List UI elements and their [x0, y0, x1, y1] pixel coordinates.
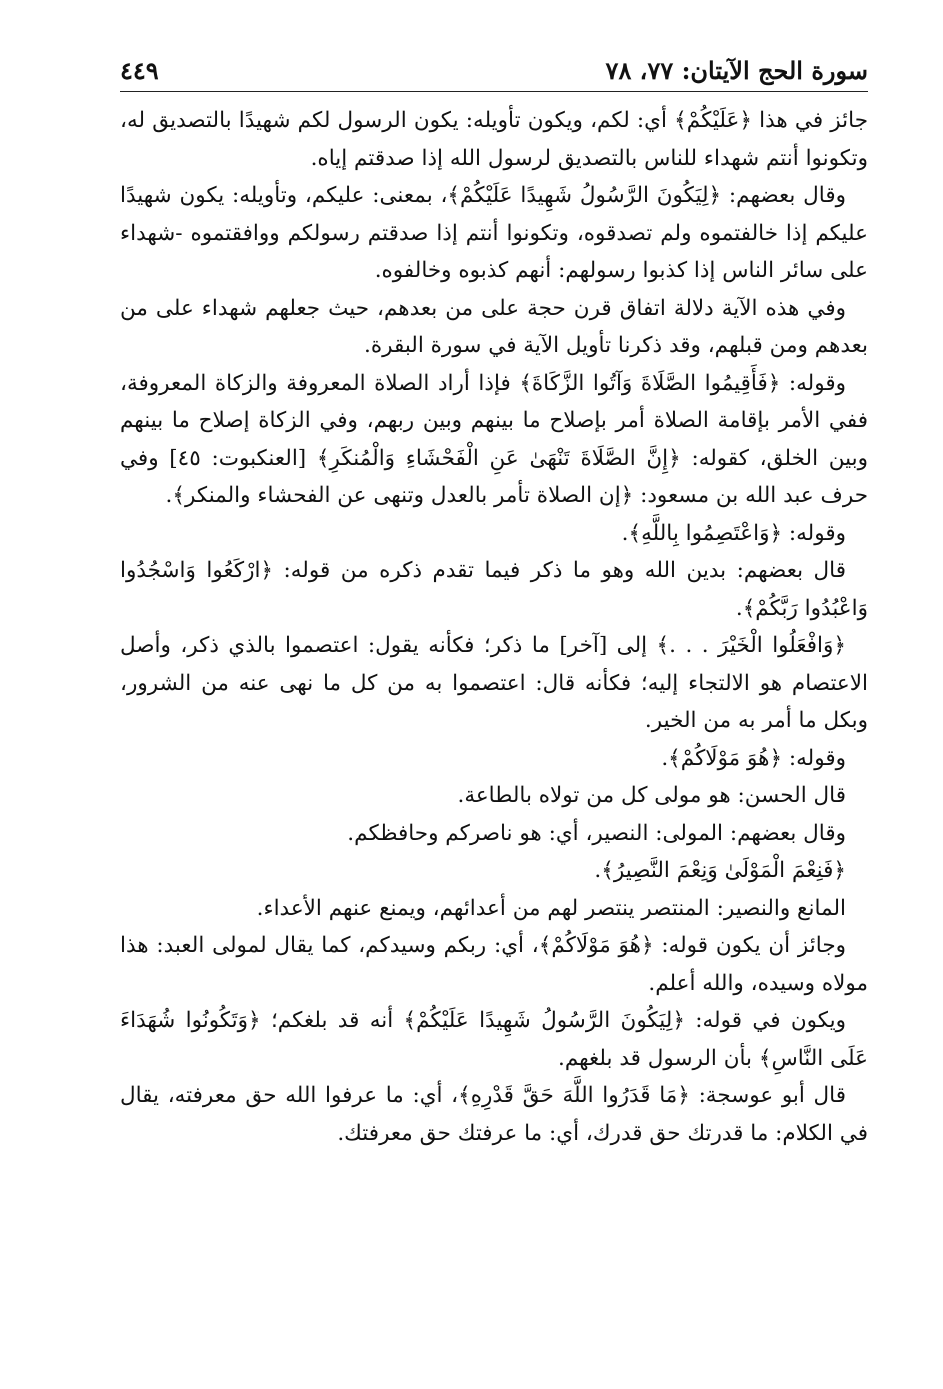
- paragraph: قال الحسن: هو مولى كل من تولاه بالطاعة.: [457, 783, 846, 808]
- page-number: ٤٤٩: [120, 56, 159, 85]
- paragraph: وقال بعضهم: المولى: النصير، أي: هو ناصركم وحافظكم.: [347, 820, 846, 846]
- paragraph: قال أبو عوسجة: ﴿مَا قَدَرُوا اللَّهَ حَقَّ قَدْرِهِ﴾، أي: ما عرفوا الله حق معرفته، يقال في الكلام: ما قدرتك حق قدرك، أي: ما عرفتك حق معرفتك.: [120, 1083, 868, 1146]
- body-text: [120, 102, 868, 1152]
- paragraph: ﴿فَنِعْمَ الْمَوْلَىٰ وَنِعْمَ النَّصِيرُ﴾.: [594, 858, 846, 883]
- book-page: [120, 40, 868, 1360]
- paragraph: وفي هذه الآية دلالة اتفاق قرن حجة على من بعدهم، حيث جعلهم شهداء على من بعدهم ومن قبلهم، وقد ذكرنا تأويل الآية في سورة البقرة.: [120, 295, 868, 358]
- paragraph: وقال بعضهم: ﴿لِيَكُونَ الرَّسُولُ شَهِيدًا عَلَيْكُمْ﴾، بمعنى: عليكم، وتأويله: يكون شهيدًا عليكم إذا خالفتموه ولم تصدقوه، وتكونوا أنتم إذا صدقتم رسولكم ووافقتموه -شهداء على سائر الناس إذا كذبوا رسولهم: أنهم كذبوه وخالفوه.: [120, 183, 868, 283]
- running-title: سورة الحج الآيتان: ٧٧، ٧٨: [605, 56, 868, 85]
- paragraph: ﴿وَافْعَلُوا الْخَيْرَ . . .﴾ إلى [آخر] ما ذكر؛ فكأنه يقول: اعتصموا بالذي ذكر، وأصل الاعتصام هو الالتجاء إليه؛ فكأنه قال: اعتصموا به من كل ما نهى عنه من الشرور، وبكل ما أمر به من الخير.: [120, 633, 868, 733]
- page-header: [120, 40, 868, 92]
- paragraph: المانع والنصير: المنتصر ينتصر لهم من أعدائهم، ويمنع عنهم الأعداء.: [256, 895, 846, 921]
- paragraph: قال بعضهم: بدين الله وهو ما ذكر فيما تقدم ذكره من قوله: ﴿ارْكَعُوا وَاسْجُدُوا وَاعْبُدُوا رَبَّكُمْ﴾.: [120, 558, 868, 621]
- paragraph: وقوله: ﴿هُوَ مَوْلَاكُمْ﴾.: [661, 745, 846, 771]
- paragraph: ويكون في قوله: ﴿لِيَكُونَ الرَّسُولُ شَهِيدًا عَلَيْكُمْ﴾ أنه قد بلغكم؛ ﴿وَتَكُونُوا شُهَدَاءَ عَلَى النَّاسِ﴾ بأن الرسول قد بلغهم.: [120, 1008, 868, 1071]
- paragraph: جائز في هذا ﴿عَلَيْكُمْ﴾ أي: لكم، ويكون تأويله: يكون الرسول لكم شهيدًا بالتصديق له، وتكونوا أنتم شهداء للناس بالتصديق لرسول الله إذا صدقتم إياه.: [120, 108, 868, 171]
- paragraph: وقوله: ﴿وَاعْتَصِمُوا بِاللَّهِ﴾.: [621, 520, 846, 546]
- paragraph: وجائز أن يكون قوله: ﴿هُوَ مَوْلَاكُمْ﴾، أي: ربكم وسيدكم، كما يقال لمولى العبد: هذا مولاه وسيده، والله أعلم.: [120, 933, 868, 996]
- paragraph: وقوله: ﴿فَأَقِيمُوا الصَّلَاةَ وَآتُوا الزَّكَاةَ﴾ فإذا أراد الصلاة المعروفة والزكاة المعروفة، ففي الأمر بإقامة الصلاة أمر بإصلاح ما بينهم وبين ربهم، وفي الزكاة إصلاح ما بينهم وبين الخلق، كقوله: ﴿إِنَّ الصَّلَاةَ تَنْهَىٰ عَنِ الْفَحْشَاءِ وَالْمُنكَرِ﴾ [العنكبوت: ٤٥] وفي حرف عبد الله بن مسعود: ﴿إن الصلاة تأمر بالعدل وتنهى عن الفحشاء والمنكر﴾.: [120, 370, 868, 508]
